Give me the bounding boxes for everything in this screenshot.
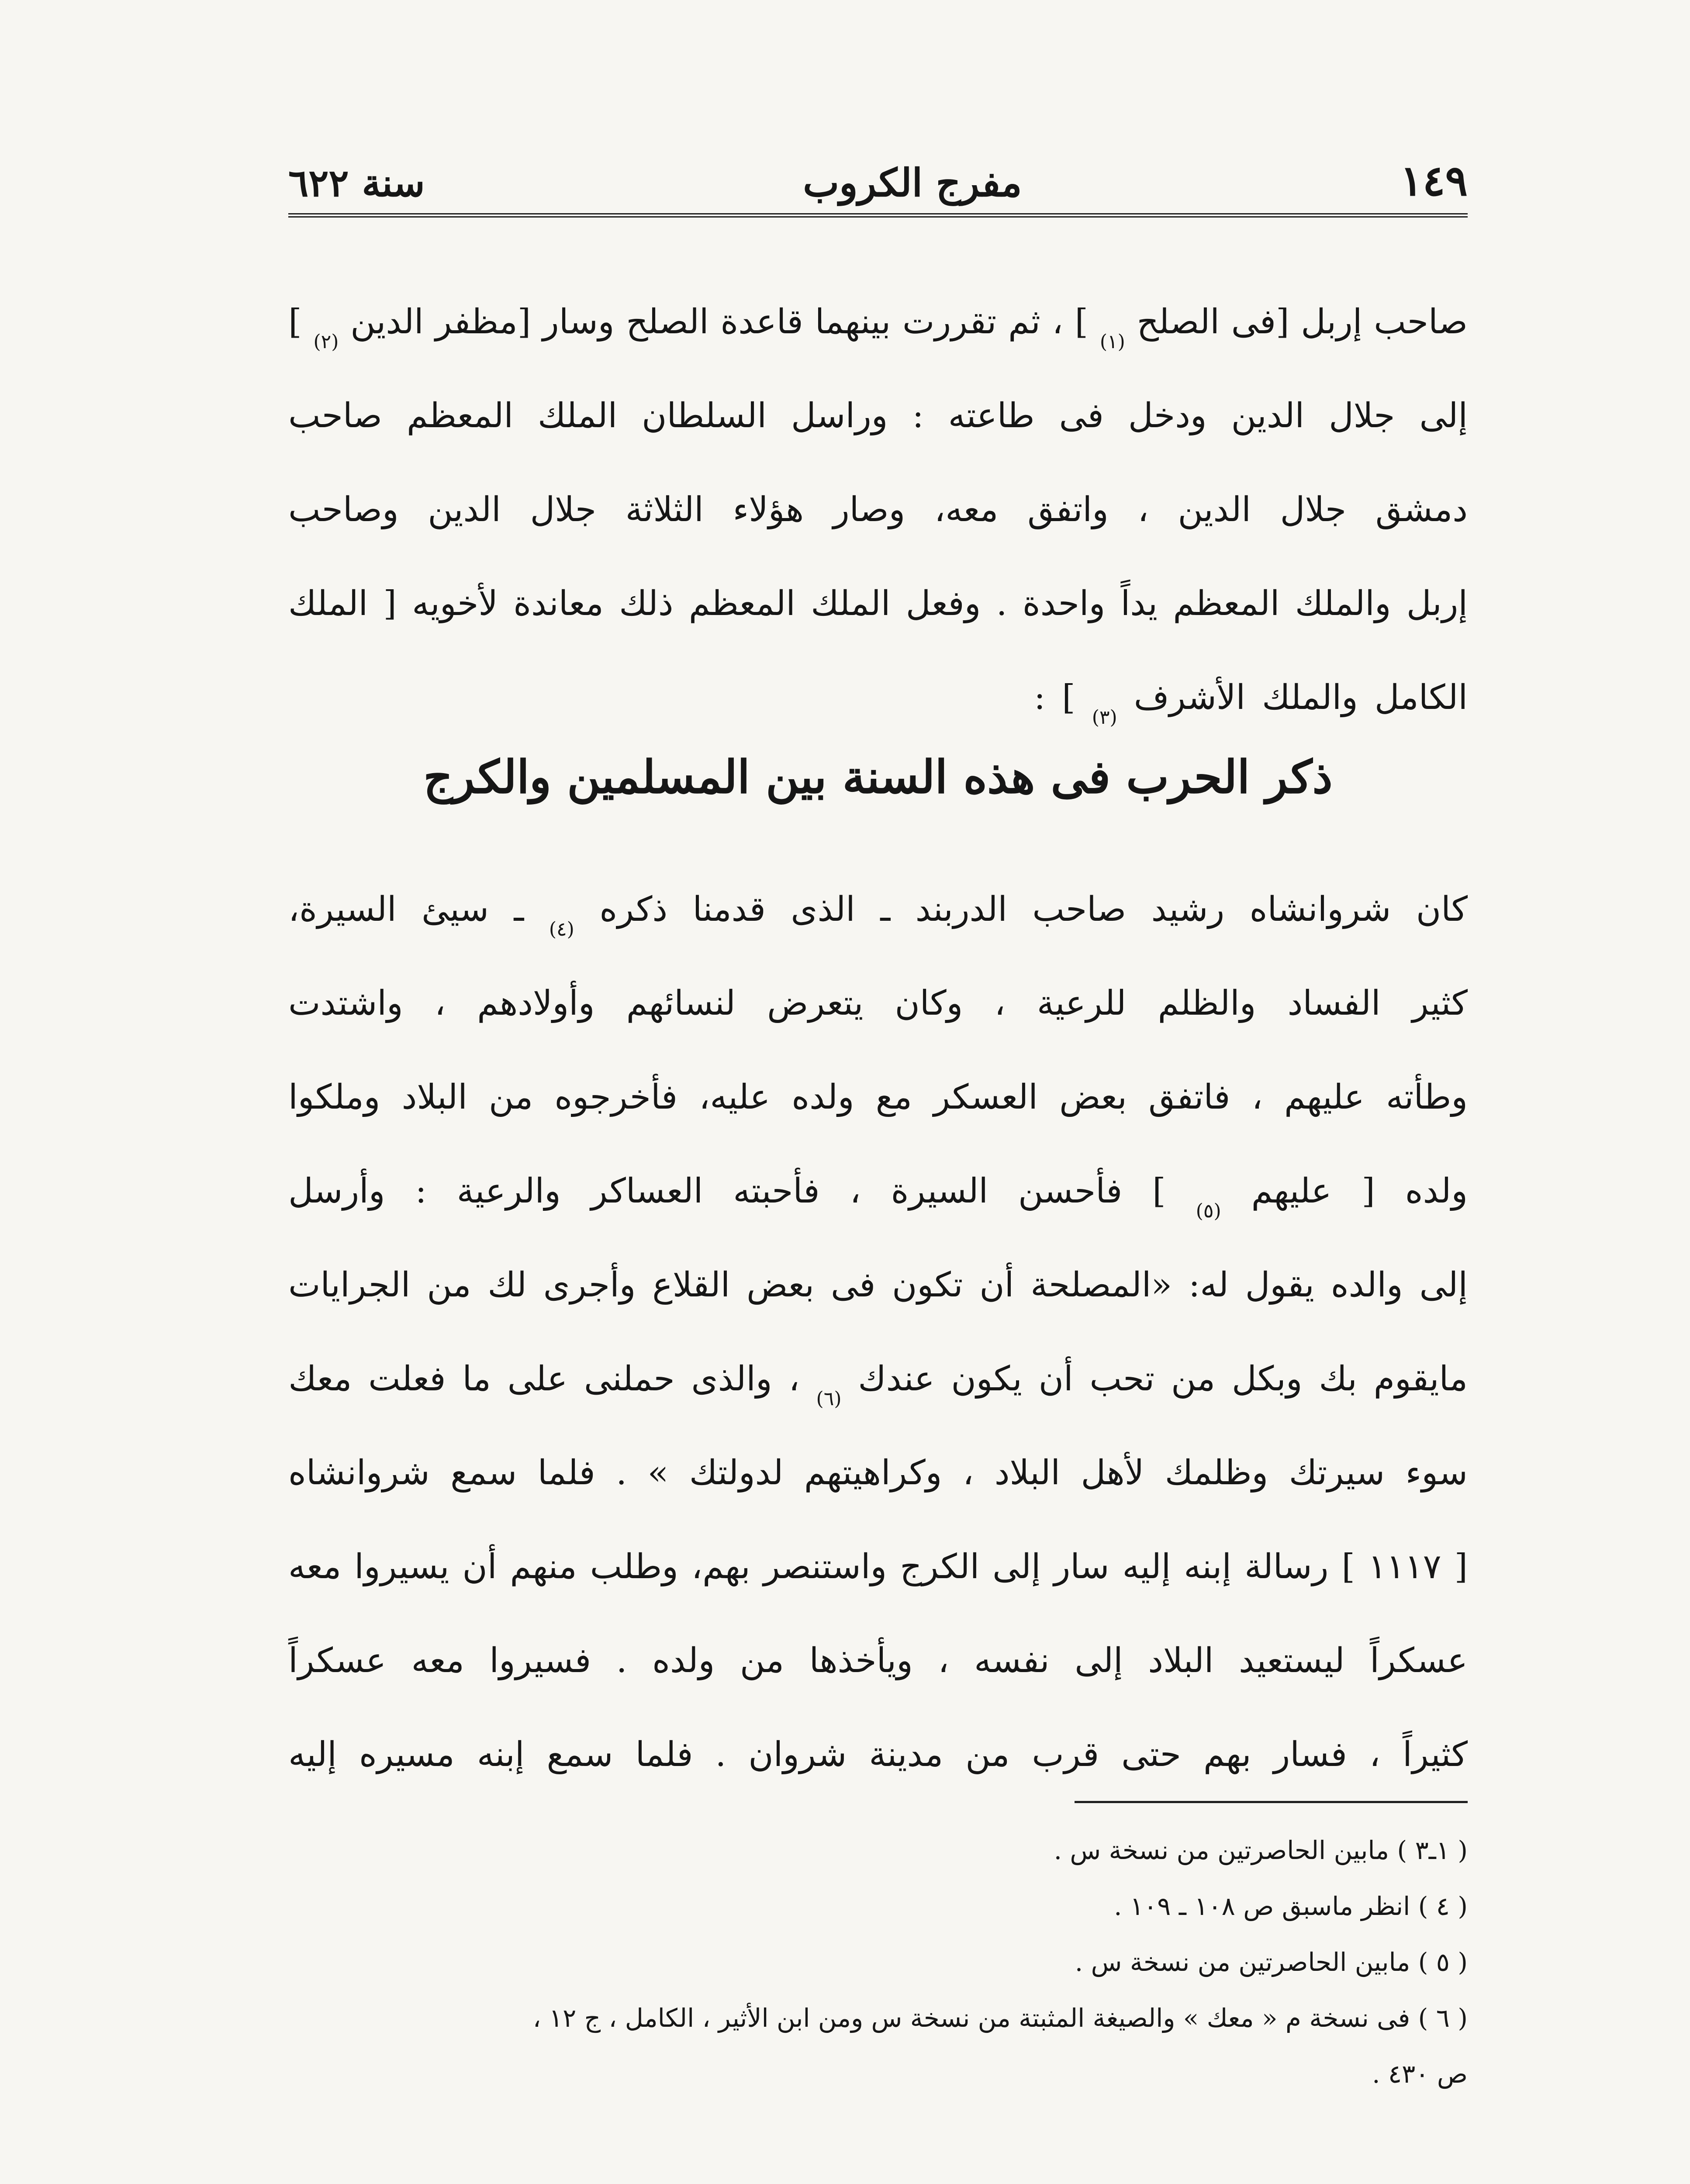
word: شروانشاه xyxy=(288,1453,430,1493)
word: لدولتك xyxy=(689,1453,784,1493)
word: ولده xyxy=(1405,1171,1468,1211)
word: منهم xyxy=(510,1547,577,1587)
word: الدين xyxy=(350,302,424,342)
word: الدين xyxy=(1178,490,1251,530)
word: السيرة xyxy=(891,1171,988,1211)
word: [فى xyxy=(1231,302,1289,342)
word: يسيروا xyxy=(354,1547,449,1587)
word: وكان xyxy=(895,984,963,1023)
word: وبكل xyxy=(1232,1359,1303,1399)
word: مسيره xyxy=(359,1735,455,1775)
word: ] xyxy=(1062,678,1075,718)
word: ، xyxy=(850,1171,861,1211)
word: : xyxy=(912,396,924,436)
word: ليستعيد xyxy=(1239,1641,1345,1681)
word: الملك xyxy=(538,396,618,436)
word: وظلمك xyxy=(1165,1453,1268,1493)
year-label: سنة ٦٢٢ xyxy=(288,161,425,205)
word: الدربند xyxy=(915,890,1007,930)
word: ] xyxy=(1152,1171,1166,1211)
word: مدينة xyxy=(869,1735,943,1775)
footnote-5: ( ٥ ) مابين الحاصرتين من نسخة س . xyxy=(1075,1947,1468,1977)
word: ١١١٧ xyxy=(1368,1547,1441,1587)
word: حتى xyxy=(1121,1735,1181,1775)
word: إليه xyxy=(288,1735,337,1775)
word: فأخرجوه xyxy=(554,1078,678,1117)
word: إلى xyxy=(992,1547,1041,1587)
word: لنسائهم xyxy=(626,984,736,1023)
word: : xyxy=(415,1171,427,1211)
word: وأولادهم xyxy=(477,984,595,1023)
word: ، xyxy=(1251,1078,1263,1117)
word: الدين xyxy=(1231,396,1305,436)
section-heading: ذكر الحرب فى هذه السنة بين المسلمين والكرج xyxy=(423,750,1333,804)
word: الذى xyxy=(791,890,855,930)
word: المعظم xyxy=(688,584,795,624)
word: من xyxy=(427,1265,471,1305)
word: نفسه xyxy=(974,1641,1050,1681)
word: معاندة xyxy=(513,584,604,624)
word: المعظم xyxy=(1173,584,1280,624)
word: والملك xyxy=(1262,678,1358,718)
word: [ xyxy=(1362,1171,1375,1211)
paragraph-war xyxy=(288,836,1468,1775)
text-line xyxy=(288,1399,1468,1493)
word: إلى xyxy=(1419,1265,1468,1305)
word: إربل xyxy=(1406,584,1468,624)
word: إليه xyxy=(1122,1547,1171,1587)
word: ، xyxy=(788,1359,800,1399)
word: صاحب xyxy=(1032,890,1127,930)
word: ثم xyxy=(1008,302,1040,342)
word: تكون xyxy=(892,1265,963,1305)
word: والرعية xyxy=(456,1171,561,1211)
word: قدمنا xyxy=(692,890,766,930)
word: يتعرض xyxy=(767,984,864,1023)
word: . xyxy=(616,1641,627,1681)
word: الأشرف xyxy=(1134,678,1246,718)
word: وكراهيتهم xyxy=(804,1453,942,1493)
text-line xyxy=(288,530,1468,624)
word: فلما xyxy=(635,1735,693,1775)
word: حملنى xyxy=(584,1359,675,1399)
text-line xyxy=(288,342,1468,436)
word: وصاحب xyxy=(288,490,399,530)
word: » xyxy=(647,1453,669,1493)
word: كثير xyxy=(1412,984,1468,1023)
word: المعظم xyxy=(406,396,514,436)
word: . xyxy=(616,1453,627,1493)
word: السيرة، xyxy=(288,890,397,930)
word: أن xyxy=(462,1547,497,1587)
word: والده xyxy=(1331,1265,1403,1305)
word: ـ xyxy=(514,890,524,930)
word: الدين xyxy=(428,490,501,530)
word: إربل xyxy=(1301,302,1362,342)
paragraph-intro xyxy=(288,248,1468,729)
word: واحدة xyxy=(1022,584,1106,624)
word: واشتدت xyxy=(288,984,403,1023)
word: بك xyxy=(1319,1359,1357,1399)
word: كثيراً xyxy=(1403,1735,1468,1775)
book-title: مفرج الكروب xyxy=(803,160,1022,205)
text-line: صاحب إربل [فى الصلح (١) ] ، ثم تقررت بينهما قاعدة الصلح وسار [مظفر الدين (٢) ] xyxy=(288,302,1468,353)
word: ، xyxy=(434,984,446,1023)
word: بهم، xyxy=(691,1547,750,1587)
word: بعض xyxy=(747,1265,815,1305)
footnote-6: ( ٦ ) فى نسخة م « معك » والصيغة المثبتة من نسخة س ومن ابن الأثير ، الكامل ، ج ١٢ ، xyxy=(532,2003,1468,2033)
text-line xyxy=(288,1023,1468,1117)
word: جلال xyxy=(1329,396,1395,436)
word: تقررت xyxy=(902,302,997,342)
word: ذكره xyxy=(599,890,668,930)
word: قاعدة xyxy=(720,302,803,342)
word: فأحسن xyxy=(1018,1171,1123,1211)
word: وملكوا xyxy=(288,1078,380,1117)
word: وطأته xyxy=(1386,1078,1468,1117)
word: الفساد xyxy=(1287,984,1381,1023)
word: أن xyxy=(979,1265,1014,1305)
word: إلى xyxy=(1075,1641,1123,1681)
word: «المصلحة xyxy=(1030,1265,1172,1305)
text-line: الكامل والملك الأشرف (٣) ] : xyxy=(1033,678,1468,729)
word: عليهم xyxy=(1284,1078,1365,1117)
word: يداً xyxy=(1120,584,1158,624)
word: ولده xyxy=(652,1641,715,1681)
book-page xyxy=(288,122,1468,2184)
text-line: كان شروانشاه رشيد صاحب الدربند ـ الذى قدمنا ذكره (٤) ـ سيئ السيرة، xyxy=(288,890,1468,940)
word: شروان xyxy=(748,1735,847,1775)
word: دمشق xyxy=(1375,490,1468,530)
word: للرعية xyxy=(1037,984,1127,1023)
body-text xyxy=(288,248,1468,1775)
word: واتفق xyxy=(1027,490,1109,530)
word: وسار xyxy=(543,302,615,342)
word: وفعل xyxy=(905,584,981,624)
word: والملك xyxy=(1295,584,1391,624)
word: البلاد xyxy=(994,1453,1060,1493)
word: لك xyxy=(487,1265,527,1305)
word: سيئ xyxy=(422,890,489,930)
word: فى xyxy=(1059,396,1104,436)
word: وأجرى xyxy=(543,1265,636,1305)
word: على xyxy=(507,1359,568,1399)
text-line xyxy=(288,1587,1468,1681)
word: رسالة xyxy=(1244,1547,1329,1587)
word: كان xyxy=(1416,890,1468,930)
word: ودخل xyxy=(1128,396,1207,436)
word: سار xyxy=(1054,1547,1109,1587)
word: جلال xyxy=(530,490,597,530)
word: العساكر xyxy=(591,1171,703,1211)
word: الملك xyxy=(811,584,891,624)
running-head xyxy=(288,122,1468,218)
word: [ xyxy=(383,584,397,624)
word: مع xyxy=(875,1078,912,1117)
word: بهم xyxy=(1203,1735,1251,1775)
footnote-6-continued: ص ٤٣٠ . xyxy=(1372,2059,1468,2089)
word: هؤلاء xyxy=(733,490,804,530)
word: ، xyxy=(994,984,1006,1023)
word: ـ xyxy=(880,890,891,930)
word: ولده xyxy=(791,1078,854,1117)
word: القلاع xyxy=(652,1265,730,1305)
word: معك xyxy=(288,1359,352,1399)
text-line xyxy=(288,1681,1468,1775)
word: ، xyxy=(1052,302,1063,342)
word: صاحب xyxy=(288,396,382,436)
word: ، xyxy=(1137,490,1149,530)
word: قرب xyxy=(1032,1735,1099,1775)
page-number: ١٤٩ xyxy=(1400,156,1468,205)
word: فعلت xyxy=(368,1359,446,1399)
word: فاتفق xyxy=(1148,1078,1230,1117)
word: إلى xyxy=(1419,396,1468,436)
word: عسكراً xyxy=(288,1641,387,1681)
word: طاعته xyxy=(948,396,1035,436)
word: بينهما xyxy=(815,302,891,342)
word: ، xyxy=(1369,1735,1381,1775)
word: سمع xyxy=(546,1735,613,1775)
word: [ xyxy=(1454,1547,1468,1587)
word: تحب xyxy=(1089,1359,1155,1399)
word: عندك xyxy=(858,1359,935,1399)
word: الكامل xyxy=(1374,678,1468,718)
word: البلاد xyxy=(401,1078,467,1117)
text-line xyxy=(288,1493,1468,1587)
word: مايقوم xyxy=(1373,1359,1468,1399)
word: : xyxy=(1033,678,1046,718)
word: ، xyxy=(963,1453,974,1493)
word: من xyxy=(1171,1359,1216,1399)
word: ] xyxy=(1075,302,1089,342)
footnote-divider xyxy=(1075,1801,1468,1803)
word: يقول xyxy=(1245,1265,1314,1305)
word: يكون xyxy=(951,1359,1022,1399)
word: من xyxy=(965,1735,1010,1775)
word: من xyxy=(740,1641,785,1681)
word: فلما xyxy=(537,1453,595,1493)
word: عليهم xyxy=(1251,1171,1332,1211)
text-line: مايقوم بك وبكل من تحب أن يكون عندك (٦) ، والذى حملنى على ما فعلت معك xyxy=(288,1359,1468,1410)
word: [مظفر xyxy=(435,302,531,342)
word: ذلك xyxy=(619,584,674,624)
word: من xyxy=(489,1078,533,1117)
word: ويأخذها xyxy=(809,1641,913,1681)
word: الثلاثة xyxy=(625,490,704,530)
word: ، xyxy=(938,1641,949,1681)
footnote-4: ( ٤ ) انظر ماسبق ص ١٠٨ ـ ١٠٩ . xyxy=(1114,1891,1468,1921)
word: الكرج xyxy=(900,1547,980,1587)
text-line xyxy=(288,1211,1468,1305)
footnotes xyxy=(288,1822,1468,2102)
word: وأرسل xyxy=(288,1171,385,1211)
word: فسار xyxy=(1273,1735,1347,1775)
word: ] xyxy=(288,302,302,342)
word: معه، xyxy=(934,490,999,530)
word: لأخويه xyxy=(412,584,498,624)
word: بعض xyxy=(1059,1078,1127,1117)
word: سوء xyxy=(1405,1453,1468,1493)
text-line xyxy=(288,436,1468,530)
word: معه xyxy=(288,1547,342,1587)
word: الجرايات xyxy=(288,1265,411,1305)
word: سيرتك xyxy=(1289,1453,1385,1493)
word: شروانشاه xyxy=(1249,890,1391,930)
word: والظلم xyxy=(1158,984,1256,1023)
word: والذى xyxy=(691,1359,772,1399)
word: فسيروا xyxy=(489,1641,591,1681)
word: الصلح xyxy=(626,302,709,342)
word: صاحب xyxy=(1374,302,1468,342)
word: عسكراً xyxy=(1370,1641,1468,1681)
word: الصلح xyxy=(1137,302,1220,342)
word: إبنه xyxy=(1184,1547,1232,1587)
word: سمع xyxy=(450,1453,517,1493)
word: وطلب xyxy=(590,1547,678,1587)
word: . xyxy=(996,584,1007,624)
word: الملك xyxy=(288,584,368,624)
word: أن xyxy=(1038,1359,1073,1399)
word: معه xyxy=(411,1641,464,1681)
word: السلطان xyxy=(642,396,767,436)
text-line: ولده [ عليهم (٥) ] فأحسن السيرة ، فأحبته العساكر والرعية : وأرسل xyxy=(288,1171,1468,1222)
word: البلاد xyxy=(1148,1641,1214,1681)
word: واستنصر xyxy=(763,1547,887,1587)
word: ] xyxy=(1341,1547,1355,1587)
word: لأهل xyxy=(1081,1453,1144,1493)
word: عليه، xyxy=(699,1078,771,1117)
text-line xyxy=(288,930,1468,1023)
word: وصار xyxy=(833,490,905,530)
word: رشيد xyxy=(1151,890,1225,930)
word: ما xyxy=(462,1359,491,1399)
word: إبنه xyxy=(477,1735,525,1775)
word: العسكر xyxy=(933,1078,1038,1117)
word: . xyxy=(715,1735,726,1775)
footnote-1-3: ( ١ـ٣ ) مابين الحاصرتين من نسخة س . xyxy=(1054,1835,1468,1865)
word: جلال xyxy=(1280,490,1347,530)
word: فى xyxy=(830,1265,876,1305)
word: فأحبته xyxy=(733,1171,820,1211)
word: وراسل xyxy=(791,396,888,436)
word: له: xyxy=(1188,1265,1229,1305)
